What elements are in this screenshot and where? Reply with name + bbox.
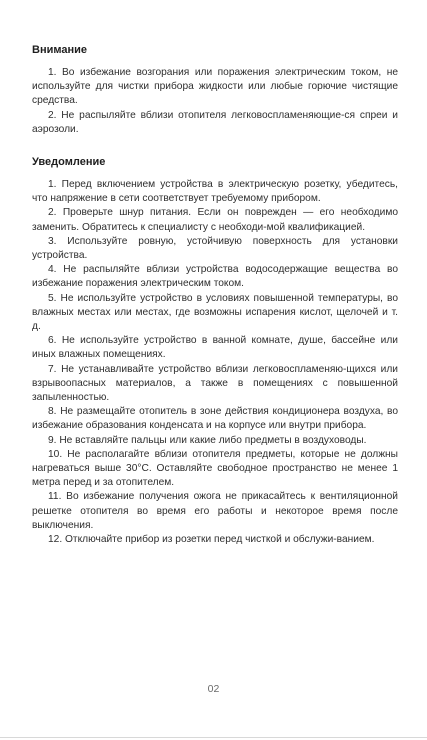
page-number: 02: [207, 683, 220, 695]
notice-heading: Уведомление: [32, 156, 106, 169]
notice-item-8: 8. Не размещайте отопитель в зоне действия кондиционера воздуха, во избежание образования конденсата и на корпусе или внутри прибора.: [32, 406, 398, 432]
warning-item-1: 1. Во избежание возгорания или поражения электрическим током, не используйте для чистки прибора жидкости или любые горючие чистящие средства.: [32, 67, 398, 107]
notice-item-11: 11. Во избежание получения ожога не прикасайтесь к вентиляционной решетке отопителя во время его работы и некоторое время после выключения.: [32, 491, 398, 531]
notice-item-12: 12. Отключайте прибор из розетки перед чисткой и обслужи-ванием.: [48, 534, 375, 546]
notice-item-2: 2. Проверьте шнур питания. Если он поврежден — его необходимо заменить. Обратитесь к специалисту с необходи-мой квалификацией.: [32, 207, 398, 233]
warning-heading: Внимание: [32, 44, 87, 56]
notice-item-1: 1. Перед включением устройства в электрическую розетку, убедитесь, что напряжение в сети соответствует требуемому прибором.: [32, 179, 398, 205]
warning-item-2: 2. Не распыляйте вблизи отопителя легковоспламеняющие-ся спреи и аэрозоли.: [32, 109, 398, 135]
notice-item-3: 3. Используйте ровную, устойчивую поверхность для установки устройства.: [32, 235, 398, 262]
notice-item-10: 10. Не располагайте вблизи отопителя предметы, которые не должны нагреваться выше 30°С. Оставляйте свободное пространство не менее 1 метра перед и за отопителем.: [32, 448, 398, 489]
notice-item-6: 6. Не используйте устройство в ванной комнате, душе, бассейне или иных влажных помещениях.: [32, 335, 398, 361]
warning-section: [32, 43, 398, 137]
notice-item-9: 9. Не вставляйте пальцы или какие либо предметы в воздуховоды.: [48, 434, 367, 446]
page-bottom-divider: [0, 737, 427, 738]
notice-item-5: 5. Не используйте устройство в условиях повышенной температуры, во влажных местах или местах, где возможны испарения кислот, щелочей и т. д.: [32, 292, 398, 333]
notice-item-4: 4. Не распыляйте вблизи устройства водосодержащие вещества во избежание поражения электрическим током.: [32, 264, 398, 290]
page-content: [32, 43, 398, 547]
notice-item-7: 7. Не устанавливайте устройство вблизи легковоспламеняю-щихся или взрывоопасных материалов, а также в помещениях с повышенной запыленностью.: [32, 363, 398, 404]
notice-section: [32, 155, 398, 547]
